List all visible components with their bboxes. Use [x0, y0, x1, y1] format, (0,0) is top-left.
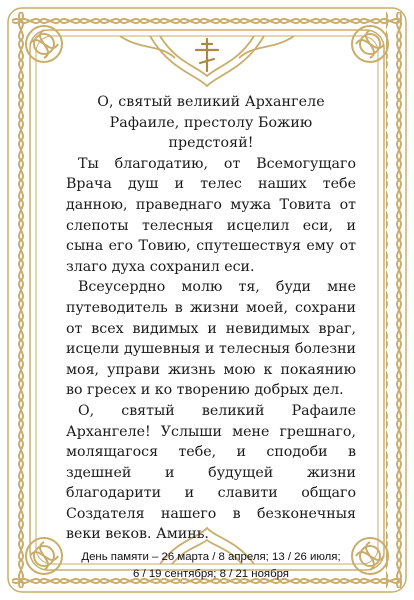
corner-knot-bottom-right [352, 538, 388, 574]
prayer-paragraph: Всеусердно молю тя, буди мне путеводитель в жизни моей, сохрани от всех видимых и невидимых враг, исцели душевныя и телесныя болезни моя, управи жизнь мою к покаянию во гресех и ко творению добрых дел. [66, 279, 356, 399]
prayer-title: О, святый великий Архангеле Рафаиле, престолу Божию предстояй! [97, 94, 325, 152]
memory-days-line-2: 6 / 19 сентября; 8 / 21 ноября [133, 568, 289, 581]
corner-knot-bottom-left [26, 538, 62, 574]
orthodox-cross-icon [191, 38, 223, 72]
prayer-text [66, 92, 356, 583]
corner-knot-top-right [352, 26, 388, 62]
prayer-paragraph: Ты благодатию, от Всемогущаго Врача душ и телес наших тебе данною, праведнаго мужа Товита от слепоты телесныя исцелил еси, и сына его Товию, спутешествуя ему от злаго духа сохранил еси. [66, 155, 356, 275]
prayer-paragraph: О, святый великий Рафаиле Архангеле! Услыши мене грешнаго, молящагося тебе, и сподоби в здешней и будущей жизни благодарити и славити общаго Создателя нашего в безконечныя веки веков. Аминь. [66, 402, 356, 543]
memory-days-line-1: День памяти – 26 марта / 8 апреля; 13 / 26 июля; [81, 551, 341, 564]
corner-knot-top-left [26, 26, 62, 62]
memory-days [66, 549, 356, 583]
